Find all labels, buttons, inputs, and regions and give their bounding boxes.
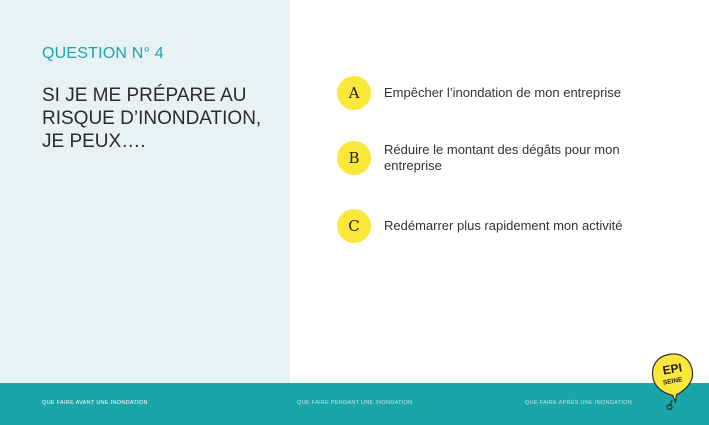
answer-a-letter: A bbox=[337, 76, 371, 110]
question-text: SI JE ME PRÉPARE AU RISQUE D’INONDATION, JE PEUX…. bbox=[42, 85, 262, 152]
answer-c-letter: C bbox=[337, 209, 371, 243]
logo-line2: SEINE bbox=[662, 376, 683, 387]
answer-list bbox=[337, 0, 697, 383]
footer-nav bbox=[0, 383, 709, 425]
footer-link-pendant[interactable]: QUE FAIRE PENDANT UNE INONDATION bbox=[297, 400, 413, 406]
answer-a[interactable] bbox=[337, 76, 697, 110]
epi-seine-logo bbox=[650, 352, 696, 410]
answer-c[interactable] bbox=[337, 209, 697, 243]
footer-link-avant[interactable]: QUE FAIRE AVANT UNE INONDATION bbox=[42, 400, 148, 406]
answer-b-text: Réduire le montant des dégâts pour mon entreprise bbox=[384, 142, 620, 173]
answer-b[interactable] bbox=[337, 141, 697, 175]
answer-b-letter: B bbox=[337, 141, 371, 175]
footer-link-apres[interactable]: QUE FAIRE APRÈS UNE INONDATION bbox=[525, 400, 632, 406]
answer-c-text: Redémarrer plus rapidement mon activité bbox=[384, 218, 623, 233]
logo-line1: EPI bbox=[661, 360, 684, 378]
answer-a-text: Empêcher l’inondation de mon entreprise bbox=[384, 85, 622, 100]
question-number: QUESTION N° 4 bbox=[42, 45, 164, 62]
